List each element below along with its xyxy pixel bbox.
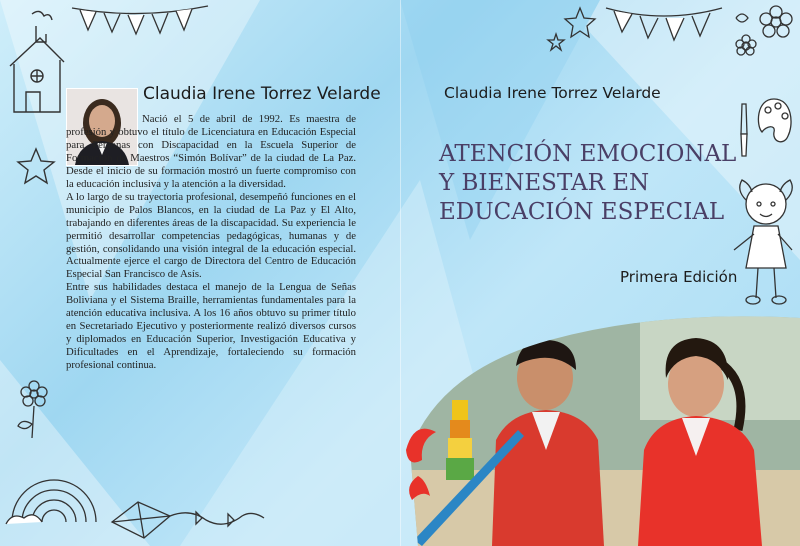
bunting-flags-icon: [604, 2, 724, 50]
house-doodle-icon: [6, 8, 68, 118]
kite-doodle-icon: [108, 496, 268, 544]
biography-paragraph: Nació el 5 de abril de 1992. Es maestra de profesión y obtuvo el título de Licenciatura en Educación Especial para Personas con Discapacidad en la Escuela Superior de Formación de Maestros “Simón Bolívar” de la ciudad de La Paz. Desde el inicio de su formación mostró un fuerte compromiso con la educación inclusiva y la atención a la diversidad.: [66, 113, 356, 190]
palette-doodle-icon: [752, 96, 796, 150]
book-title: [439, 140, 739, 227]
star-doodle-icon: [16, 146, 56, 186]
front-cover-author-name: Claudia Irene Torrez Velarde: [444, 84, 661, 102]
author-biography: [66, 113, 356, 372]
book-title-line: EDUCACIÓN ESPECIAL: [439, 199, 725, 225]
flower-doodle-icon: [10, 380, 56, 440]
edition-label: Primera Edición: [620, 268, 738, 286]
book-title-line: Y BIENESTAR EN: [439, 170, 650, 196]
biography-paragraph: A lo largo de su trayectoria profesional, desempeñó funciones en el municipio de Palos Blancos, en la ciudad de La Paz y El Alto, trabajando en diferentes áreas de la discapacidad. Su experiencia le permitió desarrollar competencias pedagógicas, humanas y de gestión, consolidando una visión integral de la educación especial. Actualmente ejerce el cargo de Directora del Centro de Educación Especial San Francisco de Asís.: [66, 190, 356, 281]
rainbow-doodle-icon: [4, 446, 104, 526]
biography-paragraph: Entre sus habilidades destaca el manejo de la Lengua de Señas Boliviana y el Sistema Braille, herramientas fundamentales para la atención educativa inclusiva. A los 16 años obtuvo su primer título en Secretariado Ejecutivo y posteriormente realizó diversos cursos y diplomados en Educación Superior, Investigación Educativa y Dificultades en el Aprendizaje, fortaleciendo su formación profesional continua.: [66, 281, 356, 372]
star-doodle-icon: [544, 4, 600, 54]
flower-doodle-icon: [730, 4, 800, 68]
back-cover-author-name: Claudia Irene Torrez Velarde: [143, 84, 381, 104]
bunting-flags-icon: [70, 2, 210, 36]
cover-photo-children: [400, 300, 800, 546]
book-title-line: ATENCIÓN EMOCIONAL: [439, 141, 737, 167]
